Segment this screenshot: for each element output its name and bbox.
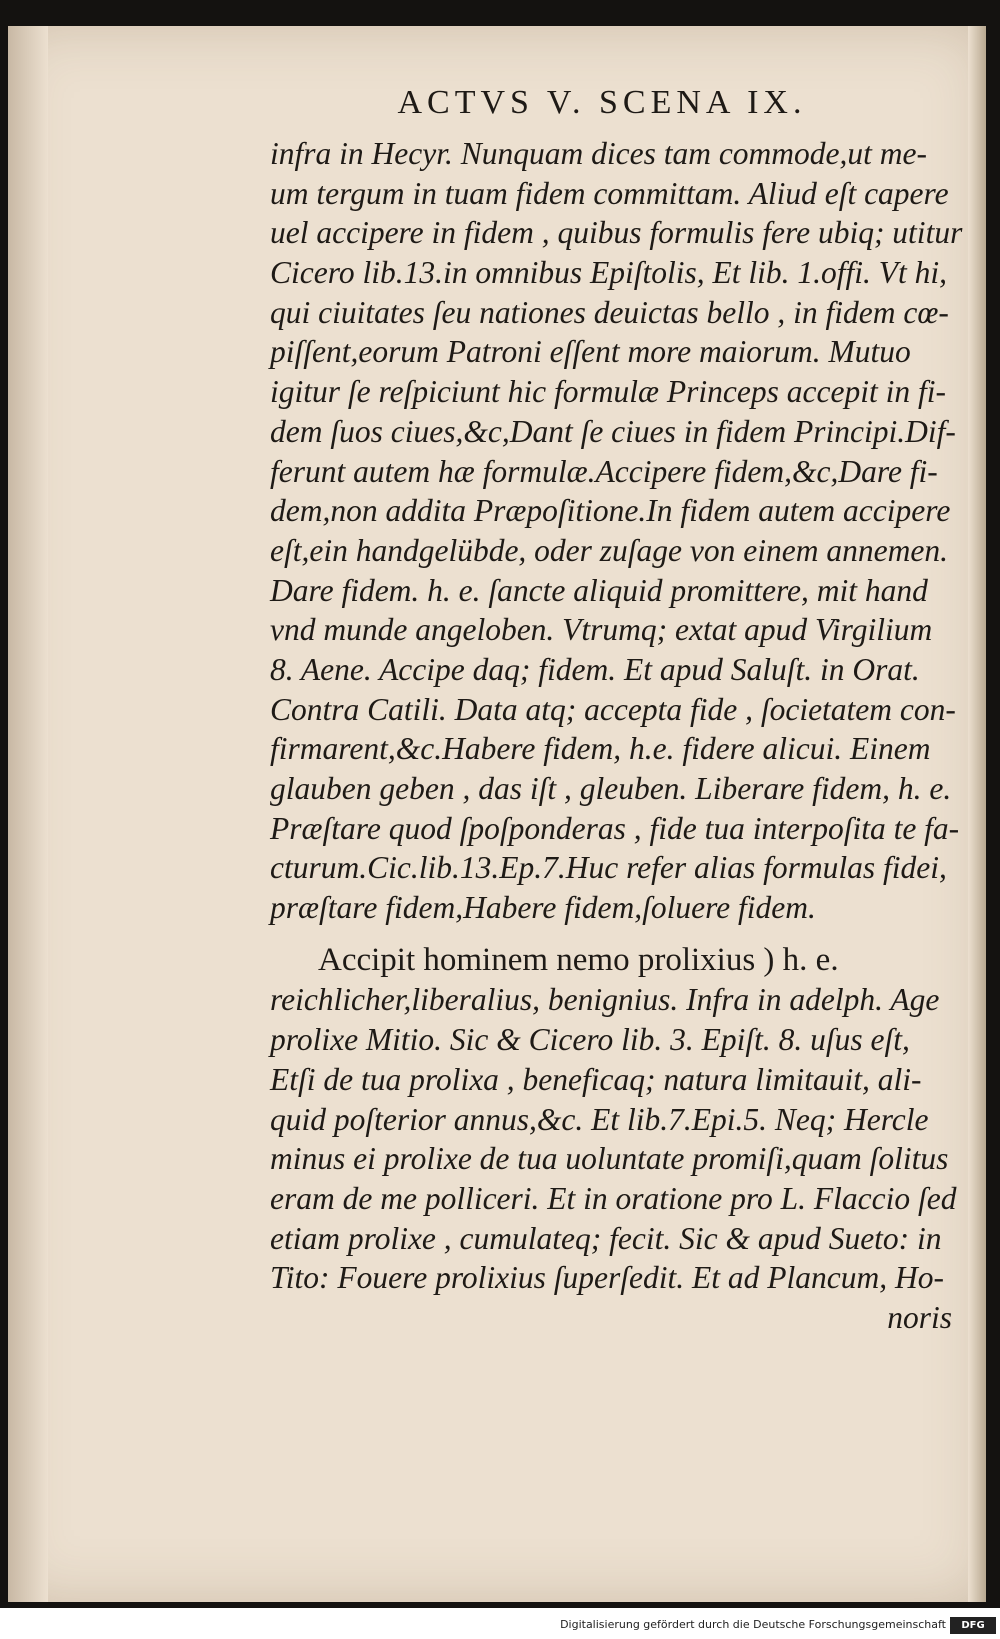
text-line: Cicero lib.13.in omnibus Epiſtolis, Et lib. 1.offi. Vt hi, bbox=[270, 255, 947, 291]
text-line: etiam prolixe , cumulateq; fecit. Sic & apud Sueto: in bbox=[270, 1220, 942, 1256]
page-edge-shadow bbox=[968, 26, 986, 1602]
text-line: qui ciuitates ſeu nationes deuictas bello , in fidem cœ- bbox=[270, 294, 949, 330]
text-line: eſt,ein handgelübde, oder zuſage von einem annemen. bbox=[270, 532, 948, 568]
text-line: eram de me polliceri. Et in oratione pro L. Flaccio ſed bbox=[270, 1180, 957, 1216]
text-line: cturum.Cic.lib.13.Ep.7.Huc refer alias formulas fidei, bbox=[270, 850, 947, 886]
text-line: dem,non addita Præpoſitione.In fidem autem accipere bbox=[270, 493, 951, 529]
text-line: 8. Aene. Accipe daq; fidem. Et apud Saluſt. in Orat. bbox=[270, 651, 920, 687]
paragraph-1 bbox=[270, 134, 970, 928]
lemma-line: Accipit hominem nemo prolixius ) h. e. bbox=[318, 941, 839, 978]
digitization-credit: Digitalisierung gefördert durch die Deutsche Forschungsgemeinschaft bbox=[560, 1618, 946, 1631]
text-line: Præſtare quod ſpoſponderas , fide tua interpoſita te fa- bbox=[270, 810, 960, 846]
text-line: ferunt autem hæ formulæ.Accipere fidem,&c,Dare fi- bbox=[270, 453, 938, 489]
body-text bbox=[270, 134, 970, 1338]
text-line: minus ei prolixe de tua uoluntate promiſi,quam ſolitus bbox=[270, 1141, 949, 1177]
book-page bbox=[8, 26, 986, 1602]
page-gutter-shadow bbox=[8, 26, 48, 1602]
text-line: igitur ſe reſpiciunt hic formulæ Princeps accepit in fi- bbox=[270, 374, 946, 410]
text-line: quid poſterior annus,&c. Et lib.7.Epi.5. Neq; Hercle bbox=[270, 1101, 929, 1137]
text-line: firmarent,&c.Habere fidem, h.e. fidere alicui. Einem bbox=[270, 731, 931, 767]
text-line: Dare fidem. h. e. ſancte aliquid promittere, mit hand bbox=[270, 572, 928, 608]
text-line: Etſi de tua prolixa , beneficaq; natura limitauit, ali- bbox=[270, 1061, 922, 1097]
dfg-logo: DFG bbox=[950, 1617, 996, 1634]
text-line: prolixe Mitio. Sic & Cicero lib. 3. Epiſt. 8. uſus eſt, bbox=[270, 1022, 910, 1058]
text-line: infra in Hecyr. Nunquam dices tam commode,ut me- bbox=[270, 136, 928, 171]
text-line: piſſent,eorum Patroni eſſent more maiorum. Mutuo bbox=[270, 334, 911, 370]
text-line: Tito: Fouere prolixius ſuperſedit. Et ad Plancum, Ho- bbox=[270, 1260, 944, 1296]
text-line: vnd munde angeloben. Vtrumq; extat apud Virgilium bbox=[270, 612, 933, 648]
paragraph-gap bbox=[270, 928, 970, 941]
text-line: Contra Catili. Data atq; accepta fide , ſocietatem con- bbox=[270, 691, 956, 727]
text-line: uel accipere in fidem , quibus formulis fere ubiq; utitur bbox=[270, 215, 963, 251]
text-line: reichlicher,liberalius, benignius. Infra in adelph. Age bbox=[270, 982, 940, 1018]
running-header: ACTVS V. SCENA IX. bbox=[397, 84, 807, 121]
catchword: noris bbox=[887, 1299, 952, 1335]
text-line: præſtare fidem,Habere fidem,ſoluere fidem. bbox=[270, 890, 816, 926]
text-line: dem ſuos ciues,&c,Dant ſe ciues in fidem Principi.Dif- bbox=[270, 413, 956, 449]
paragraph-2 bbox=[270, 941, 970, 1298]
text-line: glauben geben , das iſt , gleuben. Liberare fidem, h. e. bbox=[270, 771, 952, 806]
text-line: um tergum in tuam fidem committam. Aliud eſt capere bbox=[270, 175, 949, 211]
